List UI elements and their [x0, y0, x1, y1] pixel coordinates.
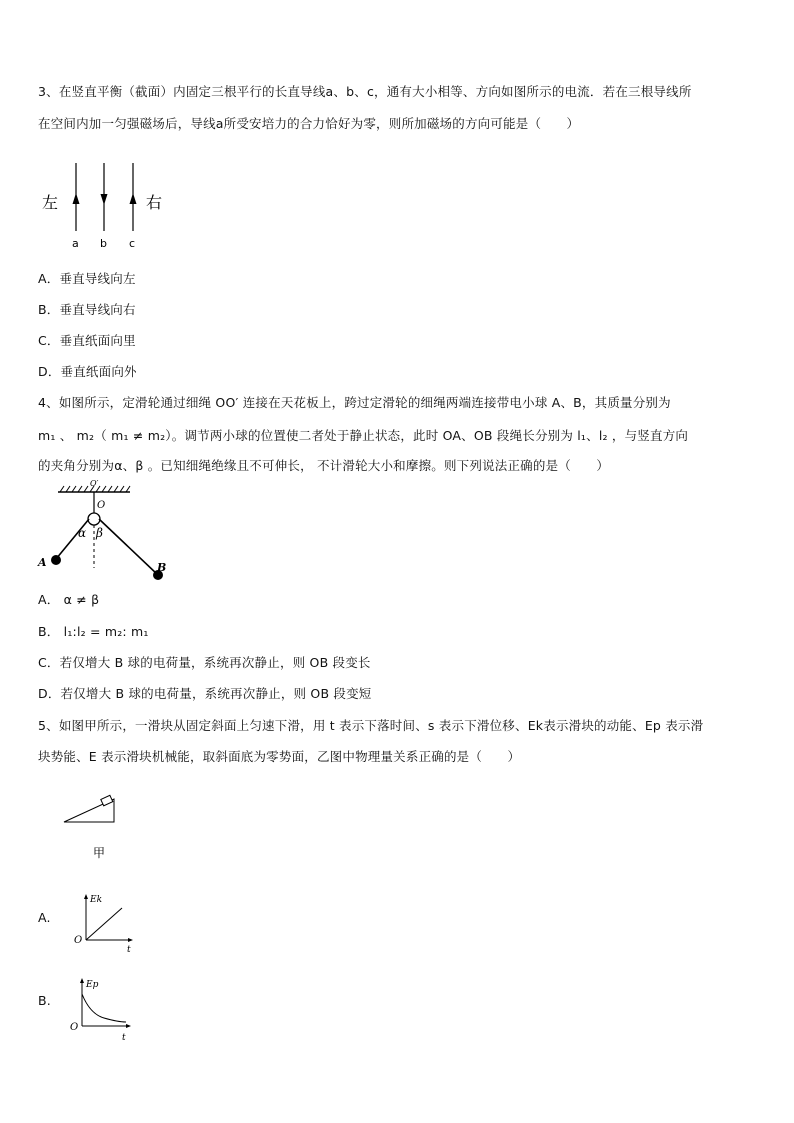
q5-stem-line2: 块势能、E 表示滑块机械能，取斜面底为零势面，乙图中物理量关系正确的是（ ）	[38, 749, 521, 764]
graph-a-xlabel: t	[127, 945, 131, 955]
q3-option-c: C．垂直纸面向里	[38, 333, 136, 348]
pulley-o-label: O	[97, 500, 106, 511]
graph-a-origin: O	[74, 935, 83, 946]
q4-option-b: B． l₁:l₂ = m₂: m₁	[38, 624, 149, 639]
q4-stem-line1: 4、如图所示，定滑轮通过细绳 OO′ 连接在天花板上，跨过定滑轮的细绳两端连接带电小球 A、B，其质量分别为	[38, 395, 671, 410]
q3-left-label: 左	[42, 193, 59, 212]
graph-a-y-arrow-icon	[84, 894, 88, 899]
wire-b-label: b	[100, 237, 107, 250]
alpha-angle-label: α	[78, 526, 87, 540]
figure-jia-caption: 甲	[93, 846, 106, 860]
graph-a-line	[86, 908, 122, 940]
wire-c-label: c	[129, 237, 136, 250]
q3-wire-figure	[36, 155, 176, 255]
graph-a-x-arrow-icon	[128, 938, 133, 942]
q5-stem-line1: 5、如图甲所示，一滑块从固定斜面上匀速下滑，用 t 表示下落时间、s 表示下滑位移、Ek表示滑块的动能、Ep 表示滑	[38, 718, 704, 733]
graph-a-ylabel: Ek	[90, 895, 103, 905]
q4-stem-line2: m₁ 、 m₂（ m₁ ≠ m₂）。调节两小球的位置使二者处于静止状态，此时 OA、OB 段绳长分别为 l₁、l₂ ，与竖直方向	[38, 428, 689, 443]
ball-a-label: A	[38, 556, 47, 569]
q3-option-b: B．垂直导线向右	[38, 302, 136, 317]
wire-a-label: a	[72, 237, 79, 250]
q4-stem-line3: 的夹角分别为α、β 。已知细绳绝缘且不可伸长， 不计滑轮大小和摩擦。则下列说法正确的是（ ）	[38, 458, 610, 473]
ball-b-label: B	[157, 561, 167, 574]
graph-b-origin: O	[70, 1022, 79, 1033]
o-prime-label: O′	[90, 480, 99, 488]
q3-option-a: A．垂直导线向左	[38, 271, 136, 286]
q5-option-a-label: A.	[38, 910, 51, 925]
graph-b-x-arrow-icon	[126, 1024, 131, 1028]
wire-a-arrow-up-icon	[73, 193, 80, 204]
beta-angle-label: β	[96, 526, 103, 540]
q4-option-a: A． α ≠ β	[38, 592, 100, 607]
q4-option-d: D．若仅增大 B 球的电荷量，系统再次静止，则 OB 段变短	[38, 686, 372, 701]
ball-a-icon	[51, 555, 61, 565]
graph-a-ek-vs-t	[70, 890, 140, 956]
graph-b-ep-vs-t	[66, 974, 140, 1044]
q3-right-label: 右	[146, 193, 163, 212]
q5-incline-figure	[60, 785, 120, 865]
graph-b-ylabel: Ep	[86, 980, 99, 990]
q3-stem-line2: 在空间内加一匀强磁场后，导线a所受安培力的合力恰好为零，则所加磁场的方向可能是（ ）	[38, 116, 580, 131]
q3-option-d: D．垂直纸面向外	[38, 364, 137, 379]
q4-option-c: C．若仅增大 B 球的电荷量，系统再次静止，则 OB 段变长	[38, 655, 371, 670]
graph-b-curve	[82, 994, 126, 1022]
q3-stem-line1: 3、在竖直平衡（截面）内固定三根平行的长直导线a、b、c，通有大小相等、方向如图所示的电流．若在三根导线所	[38, 84, 692, 99]
pulley-icon	[88, 513, 100, 525]
q5-option-b-label: B.	[38, 993, 51, 1008]
q4-pulley-figure	[36, 480, 176, 586]
graph-b-xlabel: t	[122, 1033, 126, 1043]
graph-b-y-arrow-icon	[80, 978, 84, 983]
wire-b-arrow-down-icon	[101, 194, 108, 205]
wire-c-arrow-up-icon	[130, 193, 137, 204]
rope-ob	[99, 519, 158, 575]
